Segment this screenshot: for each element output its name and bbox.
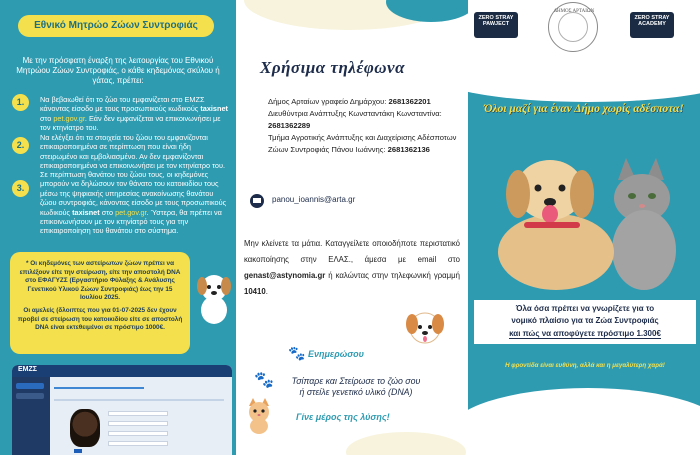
step-1-number: 1.: [12, 94, 29, 111]
contact-list: [268, 96, 464, 156]
registry-logo: ΕΜΖΣ: [18, 366, 37, 373]
note-fine: Οι αμελείς (δλοιπτες που για 01-07-2025 δεν έχουν προβεί σε στείρωση του κατοικιδίου είτε σε αποστολή DNA είναι εκτεθειμένοι σε πρόστιμο 1000€.: [17, 306, 183, 332]
middle-panel: [236, 0, 468, 455]
registry-website-screenshot: [12, 365, 232, 455]
step-2-number: 2.: [12, 137, 29, 154]
cartoon-dog-icon: [194, 268, 234, 328]
pet-gov-link-2[interactable]: pet.gov.gr: [115, 207, 147, 217]
registry-title: Εθνικό Μητρώο Ζώων Συντροφιάς: [18, 15, 214, 37]
legal-info-box: Όλα όσα πρέπει να γνωρίζετε για το νομικό πλαίσιο για τα Ζώα Συντροφιάς και πώς να αποφύγετε πρόστιμο 1.300€: [474, 300, 696, 344]
zero-stray-academy-logo: ZERO STRAY ACADEMY: [630, 12, 674, 38]
email-row: [246, 192, 460, 210]
step-2-text: Να ελέγξει ότι τα στοιχεία του ζώου του εμφανίζονται επικαιροποιημένα σε περίπτωση που είναι ήδη στειρωμένο και εμβολιασμένο. Αν δεν εμφανίζονται επικαιροποιημένα να επικοινωνήσει με τον κτηνίατρο του.: [40, 133, 225, 171]
paw-icon: 🐾: [254, 370, 274, 389]
contact-director: Διευθύντρια Ανάπτυξης Κωνσταντάκη Κωνσταντίνα: 2681362289: [268, 109, 442, 130]
envelope-icon: [250, 194, 264, 208]
contact-email-link[interactable]: panou_ioannis@arta.gr: [272, 195, 356, 204]
phone-number[interactable]: 2681362201: [388, 97, 431, 106]
phone-number[interactable]: 2681362136: [387, 145, 430, 154]
step-3-number: 3.: [12, 180, 29, 197]
sterilization-note-box: [10, 252, 190, 354]
abuse-report-text: Μην κλείνετε τα μάτια. Καταγγείλετε οποιοδήποτε περιστατικό κακοποίησης στην ΕΛΑΣ., άμεσα με email στο genast@astynomia.gr ή καλώντας στην τηλεφωνική γραμμή 10410.: [244, 239, 460, 296]
police-email-link[interactable]: genast@astynomia.gr: [244, 271, 326, 280]
intro-text: Με την πρόσφατη έναρξη της λειτουργίας του Εθνικού Μητρώου Ζώων Συντροφιάς, ο κάθε κηδεμόνας σκύλου ή γάτας, πρέπει:: [16, 56, 220, 85]
responsibility-note: Η φροντίδα είναι ευθύνη, αλλά και η μεγαλύτερη χαρά!: [505, 362, 665, 369]
contact-mayor: Δήμος Αρταίων γραφείο Δημάρχου: 2681362201: [268, 97, 431, 106]
zero-stray-pawject-logo: ZERO STRAY PAWJECT: [474, 12, 518, 38]
step-3-text: Σε περίπτωση θανάτου του ζώου τους, οι κηδεμόνες μπορούν να δηλώσουν τον θάνατο του κατοικιδίου τους μέσω της ψηφιακής υπηρεσίας ανακοίνωσης θανάτου ζώου συντροφιάς, κάνοντας είσοδο με τους προσωπικούς κωδικούς taxisnet στο pet.gov.gr. Ύστερα, θα πρέπει να επικοινωνήσουν με τον κτηνίατρό τους για την επικαιροποίηση του θανάτου στο σύστημα.: [40, 170, 227, 236]
be-part-of-solution: Γίνε μέρος της λύσης!: [296, 412, 390, 422]
note-dna-deadline: * Οι κηδεμόνες των αστείρωτων ζώων πρέπει να επιλέξουν είτε την στείρωση, είτε την αποστολή DNA στο ΕΦΑΓΥΖΣ (Εργαστήριο Φύλαξης & Ανάλυσης Γενετικού Υλικού Ζώων Συντροφιάς) έως την 15 Ιουλίου 2025.: [19, 260, 181, 302]
step-1-text: Να βεβαιωθεί ότι το ζώο του εμφανίζεται στο ΕΜΖΣ κάνοντας είσοδο με τους προσωπικούς κωδικούς taxisnet στο pet.gov.gr. Εάν δεν εμφανίζεται να επικοινωνήσει με τον κτηνίατρο του.: [40, 95, 228, 133]
dog-photo: [70, 409, 100, 447]
contact-stray-dept: Τμήμα Αγροτικής Ανάπτυξης και Διαχείρισης Αδέσποτων Ζώων Συντροφιάς Πάνου Ιωάννης: 2681362136: [268, 133, 457, 154]
slogan: Όλοι μαζί για έναν Δήμο χωρίς αδέσποτα!: [484, 103, 684, 115]
paw-icon: 🐾: [288, 346, 306, 362]
left-panel: [0, 0, 236, 455]
puppy-icon: [404, 306, 446, 352]
microchip-sterilize-text: Τσίπαρε και Στείρωσε το ζώο σου ή στείλε γενετικό υλικό (DNA): [291, 376, 421, 397]
dog-and-cat-photo: [488, 140, 688, 295]
phone-number[interactable]: 2681362289: [268, 121, 311, 130]
pet-gov-link[interactable]: pet.gov.gr: [53, 113, 85, 123]
municipality-seal: ΔΗΜΟΣ ΑΡΤΑΙΩΝ: [548, 2, 598, 52]
useful-phones-title: Χρήσιμα τηλέφωνα: [260, 58, 406, 77]
kitten-icon: [244, 398, 274, 434]
inform-heading: Ενημερώσου: [308, 349, 364, 359]
police-phone[interactable]: 10410: [244, 287, 266, 296]
right-panel: [468, 0, 700, 455]
